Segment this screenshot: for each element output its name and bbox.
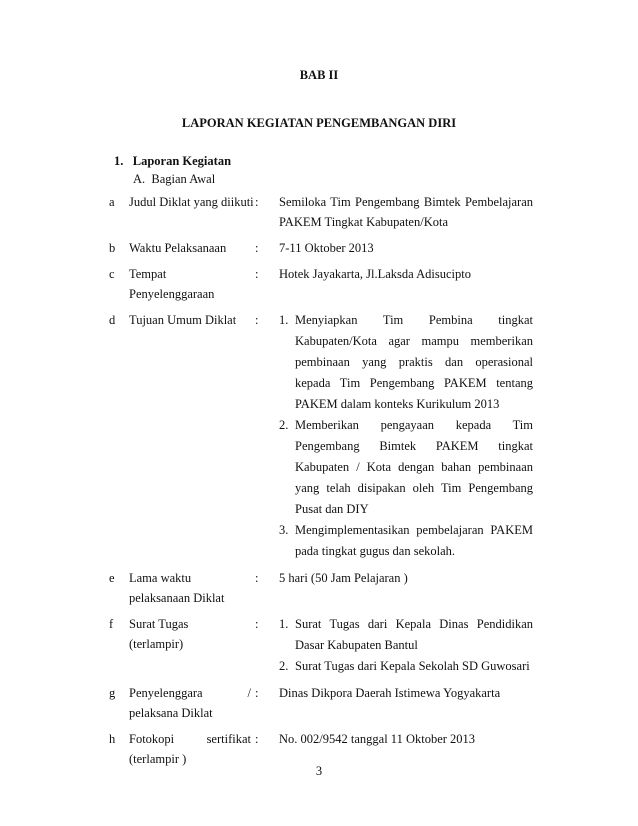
row-value-list bbox=[279, 310, 533, 562]
row-label-part: Fotokopi bbox=[129, 732, 175, 746]
row-colon: : bbox=[255, 571, 259, 585]
table-row bbox=[109, 568, 533, 608]
row-label: Tempat Penyelenggaraan bbox=[129, 267, 215, 301]
chapter-heading: BAB II bbox=[299, 68, 339, 82]
activity-table bbox=[109, 192, 533, 775]
list-text: Mengimplementasikan pembelajaran PAKEM pada tingkat gugus dan sekolah. bbox=[295, 523, 533, 558]
row-value: Hotek Jayakarta, Jl.Laksda Adisucipto bbox=[279, 267, 471, 281]
row-colon: : bbox=[255, 267, 259, 281]
row-colon: : bbox=[255, 195, 259, 209]
row-label-part: Penyelenggara bbox=[129, 686, 203, 700]
page-number: 3 bbox=[315, 764, 323, 778]
row-label-part: (terlampir ) bbox=[129, 752, 187, 766]
row-colon: : bbox=[255, 617, 259, 631]
row-label: Tujuan Umum Diklat bbox=[129, 313, 237, 327]
row-letter: a bbox=[109, 195, 115, 209]
list-item bbox=[279, 614, 533, 656]
row-label-part: pelaksana Diklat bbox=[129, 706, 213, 720]
row-value: 5 hari (50 Jam Pelajaran ) bbox=[279, 571, 408, 585]
section-heading: 1. Laporan Kegiatan bbox=[114, 154, 232, 168]
row-label-part: / bbox=[247, 686, 251, 700]
table-row bbox=[109, 729, 533, 769]
list-item bbox=[279, 520, 533, 562]
row-letter: b bbox=[109, 241, 116, 255]
page-title: LAPORAN KEGIATAN PENGEMBANGAN DIRI bbox=[181, 116, 457, 130]
table-row bbox=[109, 683, 533, 723]
row-label bbox=[129, 683, 255, 723]
row-label bbox=[129, 729, 255, 769]
row-value: Dinas Dikpora Daerah Istimewa Yogyakarta bbox=[279, 686, 501, 700]
row-colon: : bbox=[255, 241, 259, 255]
list-number: 1. bbox=[279, 617, 289, 631]
list-item bbox=[279, 415, 533, 520]
list-text: Surat Tugas dari Kepala Dinas Pendidikan Dasar Kabupaten Bantul bbox=[295, 617, 533, 652]
list-item bbox=[279, 656, 533, 677]
row-value: 7-11 Oktober 2013 bbox=[279, 241, 374, 255]
row-colon: : bbox=[255, 313, 259, 327]
row-value: Semiloka Tim Pengembang Bimtek Pembelajaran PAKEM Tingkat Kabupaten/Kota bbox=[279, 195, 533, 229]
subsection-heading: A. Bagian Awal bbox=[133, 172, 216, 186]
row-letter: c bbox=[109, 267, 115, 281]
row-letter: f bbox=[109, 617, 114, 631]
list-number: 3. bbox=[279, 523, 289, 537]
row-value: No. 002/9542 tanggal 11 Oktober 2013 bbox=[279, 732, 476, 746]
row-letter: e bbox=[109, 571, 115, 585]
row-letter: d bbox=[109, 313, 116, 327]
list-item bbox=[279, 310, 533, 415]
table-row bbox=[109, 192, 533, 232]
row-letter: h bbox=[109, 732, 116, 746]
list-number: 2. bbox=[279, 659, 289, 673]
list-number: 1. bbox=[279, 313, 289, 327]
row-label-part: sertifikat bbox=[206, 732, 251, 746]
row-value-list bbox=[279, 614, 533, 677]
row-label: Judul Diklat yang diikuti bbox=[129, 195, 254, 209]
row-colon: : bbox=[255, 732, 259, 746]
list-number: 2. bbox=[279, 418, 289, 432]
row-letter: g bbox=[109, 686, 116, 700]
row-label: Surat Tugas (terlampir) bbox=[129, 617, 189, 651]
row-label: Lama waktu pelaksanaan Diklat bbox=[129, 571, 225, 605]
list-text: Surat Tugas dari Kepala Sekolah SD Guwosari bbox=[295, 659, 530, 673]
row-label: Waktu Pelaksanaan bbox=[129, 241, 227, 255]
row-colon: : bbox=[255, 686, 259, 700]
list-text: Menyiapkan Tim Pembina tingkat Kabupaten/Kota agar mampu memberikan pembinaan yang praktis dan operasional kepada Tim Pengembang PAKEM tentang PAKEM dalam konteks Kurikulum 2013 bbox=[295, 313, 533, 411]
table-row bbox=[109, 264, 533, 304]
list-text: Memberikan pengayaan kepada Tim Pengembang Bimtek PAKEM tingkat Kabupaten / Kota dengan bahan pembinaan yang telah disipakan oleh Tim Pengembang Pusat dan DIY bbox=[295, 418, 533, 516]
table-row bbox=[109, 614, 533, 677]
table-row bbox=[109, 238, 533, 258]
table-row bbox=[109, 310, 533, 562]
